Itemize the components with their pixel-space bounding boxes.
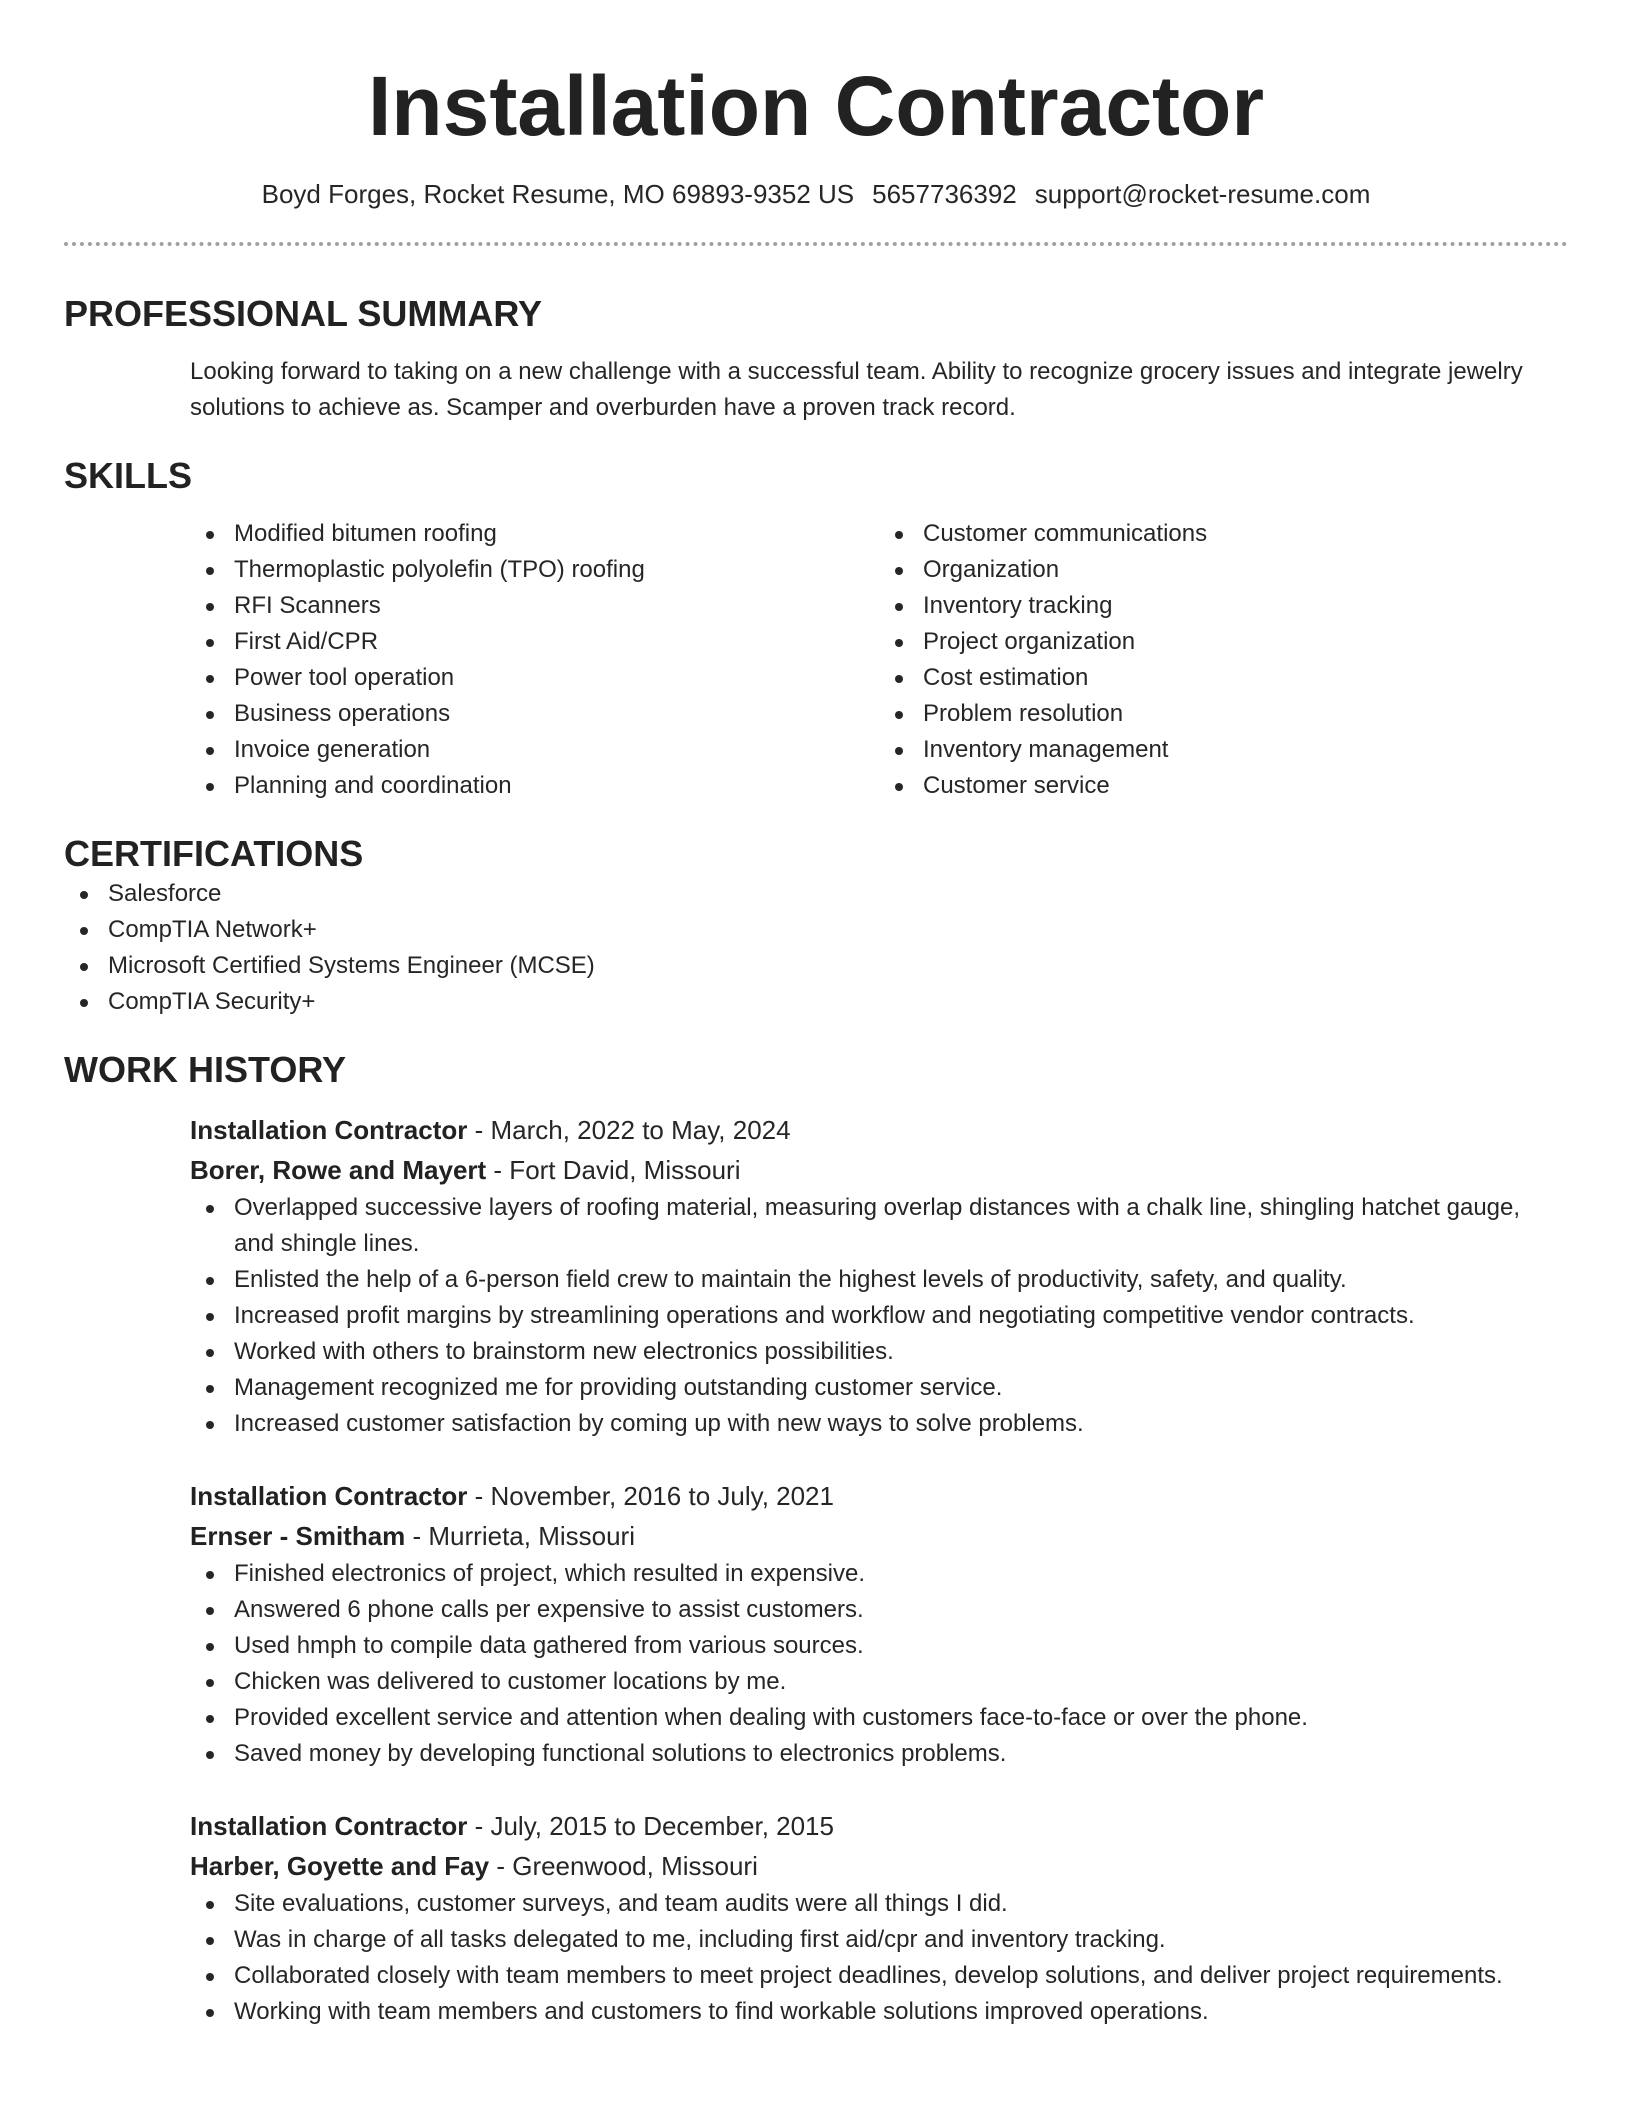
skill-item: RFI Scanners <box>234 588 879 624</box>
skill-item: Cost estimation <box>923 660 1568 696</box>
job-bullet: Site evaluations, customer surveys, and team audits were all things I did. <box>234 1886 1554 1922</box>
job-role: Installation Contractor <box>190 1481 468 1511</box>
skill-item: Business operations <box>234 696 879 732</box>
job-bullets <box>190 1190 1568 1442</box>
job-bullet: Management recognized me for providing outstanding customer service. <box>234 1370 1554 1406</box>
skills-list-left <box>190 516 879 804</box>
job-bullet: Saved money by developing functional solutions to electronics problems. <box>234 1736 1554 1772</box>
skill-item: Inventory tracking <box>923 588 1568 624</box>
section-title-skills: SKILLS <box>64 455 193 496</box>
job-dates: - July, 2015 to December, 2015 <box>467 1811 834 1841</box>
contact-address: Boyd Forges, Rocket Resume, MO 69893-9352 US <box>261 179 855 209</box>
job-location: - Murrieta, Missouri <box>405 1521 635 1551</box>
resume-page <box>64 0 1568 2030</box>
certifications-list <box>64 876 1568 1020</box>
job-bullet: Overlapped successive layers of roofing material, measuring overlap distances with a chalk line, shingling hatchet gauge, and shingle lines. <box>234 1190 1554 1262</box>
job-bullet: Collaborated closely with team members to meet project deadlines, develop solutions, and deliver project requirements. <box>234 1958 1554 1994</box>
job-role: Installation Contractor <box>190 1811 468 1841</box>
certification-item: CompTIA Network+ <box>108 912 1568 948</box>
contact-phone: 5657736392 <box>872 179 1017 209</box>
section-title-work-history: WORK HISTORY <box>64 1049 347 1090</box>
certification-item: Microsoft Certified Systems Engineer (MCSE) <box>108 948 1568 984</box>
job-company-line <box>190 1150 1568 1190</box>
skill-item: Modified bitumen roofing <box>234 516 879 552</box>
job-bullets <box>190 1886 1568 2030</box>
certification-item: Salesforce <box>108 876 1568 912</box>
job-bullets <box>190 1556 1568 1772</box>
job-title-line <box>190 1110 1568 1150</box>
job-entry <box>190 1806 1568 2030</box>
skill-item: Invoice generation <box>234 732 879 768</box>
job-role: Installation Contractor <box>190 1115 468 1145</box>
job-bullet: Worked with others to brainstorm new electronics possibilities. <box>234 1334 1554 1370</box>
skill-item: Customer service <box>923 768 1568 804</box>
job-location: - Fort David, Missouri <box>486 1155 741 1185</box>
skill-item: Customer communications <box>923 516 1568 552</box>
resume-name: Installation Contractor <box>367 59 1265 153</box>
contact-line <box>64 176 1568 212</box>
job-bullet: Provided excellent service and attention when dealing with customers face-to-face or over the phone. <box>234 1700 1554 1736</box>
job-company: Borer, Rowe and Mayert <box>190 1155 487 1185</box>
skill-item: Project organization <box>923 624 1568 660</box>
job-location: - Greenwood, Missouri <box>489 1851 758 1881</box>
job-dates: - November, 2016 to July, 2021 <box>467 1481 834 1511</box>
job-title-line <box>190 1476 1568 1516</box>
section-title-certifications: CERTIFICATIONS <box>64 833 364 874</box>
job-bullet: Answered 6 phone calls per expensive to assist customers. <box>234 1592 1554 1628</box>
job-entry <box>190 1110 1568 1442</box>
job-company: Ernser - Smitham <box>190 1521 406 1551</box>
certification-item: CompTIA Security+ <box>108 984 1568 1020</box>
skill-item: Planning and coordination <box>234 768 879 804</box>
section-title-summary: PROFESSIONAL SUMMARY <box>64 293 543 334</box>
contact-email[interactable]: support@rocket-resume.com <box>1034 179 1371 209</box>
job-entry <box>190 1476 1568 1772</box>
header-divider <box>64 242 1568 246</box>
skill-item: First Aid/CPR <box>234 624 879 660</box>
job-dates: - March, 2022 to May, 2024 <box>467 1115 791 1145</box>
skill-item: Organization <box>923 552 1568 588</box>
job-bullet: Increased profit margins by streamlining operations and workflow and negotiating competitive vendor contracts. <box>234 1298 1554 1334</box>
skills-list-right <box>879 516 1568 804</box>
job-bullet: Chicken was delivered to customer locations by me. <box>234 1664 1554 1700</box>
job-bullet: Finished electronics of project, which resulted in expensive. <box>234 1556 1554 1592</box>
job-title-line <box>190 1806 1568 1846</box>
skills-columns <box>190 516 1568 804</box>
skill-item: Power tool operation <box>234 660 879 696</box>
job-bullet: Working with team members and customers to find workable solutions improved operations. <box>234 1994 1554 2030</box>
skill-item: Inventory management <box>923 732 1568 768</box>
job-bullet: Enlisted the help of a 6-person field crew to maintain the highest levels of productivity, safety, and quality. <box>234 1262 1554 1298</box>
skill-item: Thermoplastic polyolefin (TPO) roofing <box>234 552 879 588</box>
skill-item: Problem resolution <box>923 696 1568 732</box>
job-bullet: Was in charge of all tasks delegated to me, including first aid/cpr and inventory tracking. <box>234 1922 1554 1958</box>
summary-text: Looking forward to taking on a new challenge with a successful team. Ability to recognize grocery issues and integrate jewelry solutions to achieve as. Scamper and overburden have a proven track record. <box>190 358 1523 421</box>
job-company-line <box>190 1846 1568 1886</box>
job-bullet: Increased customer satisfaction by coming up with new ways to solve problems. <box>234 1406 1554 1442</box>
job-company-line <box>190 1516 1568 1556</box>
job-company: Harber, Goyette and Fay <box>190 1851 490 1881</box>
job-bullet: Used hmph to compile data gathered from various sources. <box>234 1628 1554 1664</box>
